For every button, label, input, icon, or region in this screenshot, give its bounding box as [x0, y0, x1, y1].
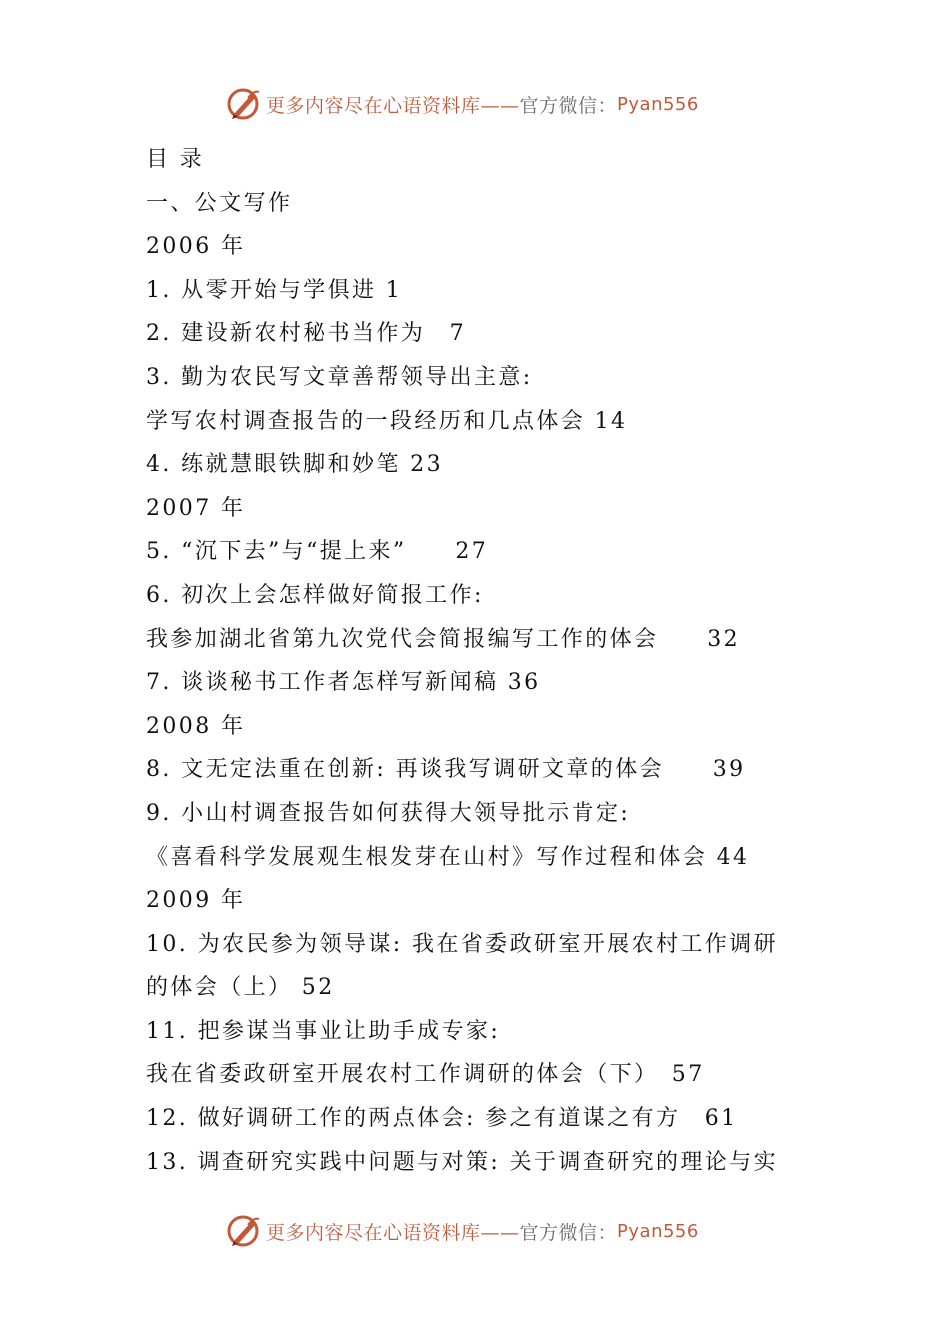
toc-entry-continuation: 学写农村调查报告的一段经历和几点体会 14: [146, 408, 628, 434]
toc-entry-continuation: 的体会（上） 52: [146, 975, 335, 1001]
toc-year-heading: 2006 年: [146, 234, 246, 260]
toc-entry: 2. 建设新农村秘书当作为 7: [146, 321, 466, 347]
banner-handle: Pyan556: [617, 1220, 699, 1242]
banner-wechat-label: 官方微信：: [519, 1221, 618, 1244]
toc-title: 目 录: [146, 147, 205, 172]
toc-entry-continuation: 我在省委政研室开展农村工作调研的体会（下） 57: [146, 1062, 705, 1088]
toc-entry: 10. 为农民参为领导谋: 我在省委政研室开展农村工作调研: [146, 931, 778, 957]
toc-entry: 7. 谈谈秘书工作者怎样写新闻稿 36: [146, 670, 541, 696]
toc-entry: 4. 练就慧眼铁脚和妙笔 23: [146, 452, 443, 478]
toc-entry: 3. 勤为农民写文章善帮领导出主意:: [146, 364, 533, 390]
toc-entry: 12. 做好调研工作的两点体会: 参之有道谋之有方 61: [146, 1106, 738, 1132]
toc-entry-continuation: 我参加湖北省第九次党代会简报编写工作的体会 32: [146, 626, 740, 652]
banner-main-text: 更多内容尽在心语资料库——: [266, 1221, 520, 1244]
toc-year-heading: 2008 年: [146, 713, 246, 739]
table-of-contents: [146, 138, 836, 1184]
pen-logo-icon: [226, 1213, 262, 1249]
toc-entry: 13. 调查研究实践中问题与对策: 关于调查研究的理论与实: [146, 1149, 778, 1175]
toc-year-heading: 2009 年: [146, 888, 246, 914]
toc-section-heading: 一、公文写作: [146, 190, 293, 216]
toc-entry: 1. 从零开始与学俱进 1: [146, 277, 403, 303]
toc-entry: 8. 文无定法重在创新: 再谈我写调研文章的体会 39: [146, 757, 746, 783]
toc-year-heading: 2007 年: [146, 495, 246, 521]
toc-entry: 5. “沉下去”与“提上来” 27: [146, 539, 489, 565]
toc-entry-continuation: 《喜看科学发展观生根发芽在山村》写作过程和体会 44: [146, 844, 750, 870]
toc-entry: 6. 初次上会怎样做好简报工作:: [146, 582, 484, 608]
footer-watermark-banner: [226, 1209, 699, 1253]
banner-main-text: 更多内容尽在心语资料库——: [266, 94, 520, 117]
toc-entry: 9. 小山村调查报告如何获得大领导批示肯定:: [146, 800, 631, 826]
banner-handle: Pyan556: [617, 93, 699, 115]
banner-wechat-label: 官方微信：: [519, 94, 618, 117]
header-watermark-banner: [226, 82, 699, 126]
pen-logo-icon: [226, 86, 262, 122]
toc-entry: 11. 把参谋当事业让助手成专家:: [146, 1018, 501, 1044]
